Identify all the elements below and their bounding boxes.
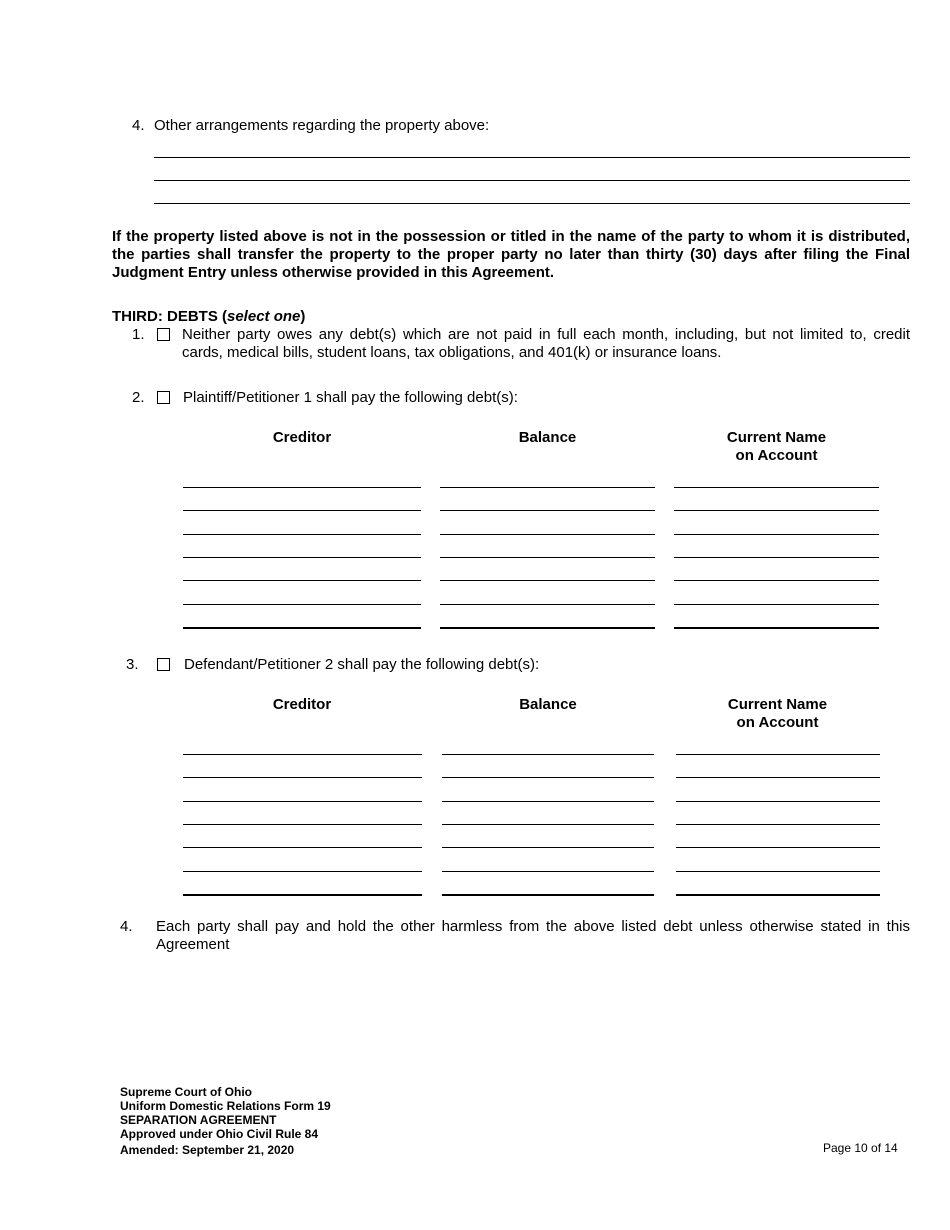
table1-creditor-line-2[interactable]	[183, 510, 421, 511]
property-item-4-text: Other arrangements regarding the property above:	[154, 117, 490, 134]
arrangements-line-2[interactable]	[154, 180, 910, 181]
arrangements-line-3[interactable]	[154, 203, 910, 204]
table1-current-name-line-2[interactable]	[674, 510, 879, 511]
table1-balance-line-5[interactable]	[440, 580, 655, 581]
table1-current-name-line-4[interactable]	[674, 557, 879, 558]
table2-current-name-line-1[interactable]	[676, 754, 880, 755]
table1-current-name-line-3[interactable]	[674, 534, 879, 535]
table2-balance-line-5[interactable]	[442, 847, 654, 848]
footer-approval: Approved under Ohio Civil Rule 84	[120, 1127, 319, 1141]
table2-current-name-line-7[interactable]	[676, 894, 880, 896]
table2-balance-line-6[interactable]	[442, 871, 654, 872]
table1-creditor-line-3[interactable]	[183, 534, 421, 535]
table2-creditor-line-2[interactable]	[183, 777, 422, 778]
table2-creditor-line-5[interactable]	[183, 847, 422, 848]
table2-creditor-line-4[interactable]	[183, 824, 422, 825]
table2-creditor-line-3[interactable]	[183, 801, 422, 802]
table2-creditor-line-1[interactable]	[183, 754, 422, 755]
debt-item-4-text-line2: Agreement	[156, 936, 230, 953]
table2-balance-line-1[interactable]	[442, 754, 654, 755]
table1-current-name-line-1[interactable]	[674, 487, 879, 488]
debt-item-1-text-line1: Neither party owes any debt(s) which are not paid in full each month, including, but not limited to, credit	[182, 326, 910, 343]
table2-balance-line-2[interactable]	[442, 777, 654, 778]
page-number: Page 10 of 14	[823, 1141, 898, 1155]
debt-item-1-checkbox[interactable]	[157, 328, 170, 341]
table2-creditor-line-7[interactable]	[183, 894, 422, 896]
table2-balance-line-7[interactable]	[442, 894, 654, 896]
table2-current-name-line-4[interactable]	[676, 824, 880, 825]
footer-form-name: Uniform Domestic Relations Form 19	[120, 1099, 331, 1113]
table1-creditor-line-1[interactable]	[183, 487, 421, 488]
debt-item-2-number: 2.	[132, 389, 145, 406]
footer-form-title: SEPARATION AGREEMENT	[120, 1113, 277, 1127]
table2-balance-line-4[interactable]	[442, 824, 654, 825]
debts-heading: THIRD: DEBTS (select one)	[112, 308, 306, 325]
table2-balance-line-3[interactable]	[442, 801, 654, 802]
debt-item-2-checkbox[interactable]	[157, 391, 170, 404]
table2-current-name-line-5[interactable]	[676, 847, 880, 848]
table1-current-name-line-7[interactable]	[674, 627, 879, 629]
table1-current-name-header: Current Name on Account	[726, 429, 827, 464]
debt-item-4-number: 4.	[120, 918, 133, 935]
table2-current-name-header: Current Name on Account	[727, 696, 828, 731]
debt-item-4-text-line1: Each party shall pay and hold the other harmless from the above listed debt unless otherwise stated in this	[156, 918, 910, 935]
table1-current-name-line-6[interactable]	[674, 604, 879, 605]
table1-balance-line-7[interactable]	[440, 627, 655, 629]
table2-current-name-line-6[interactable]	[676, 871, 880, 872]
table1-creditor-header: Creditor	[272, 429, 332, 446]
debt-item-3-text: Defendant/Petitioner 2 shall pay the following debt(s):	[184, 656, 540, 673]
table2-balance-header: Balance	[519, 696, 577, 713]
property-item-4-number: 4.	[132, 117, 145, 134]
table2-creditor-header: Creditor	[272, 696, 332, 713]
table1-balance-header: Balance	[518, 429, 577, 446]
table2-creditor-line-6[interactable]	[183, 871, 422, 872]
debt-item-1-number: 1.	[132, 326, 145, 343]
property-transfer-notice: If the property listed above is not in the possession or titled in the name of the party to whom it is distributed, the parties shall transfer the property to the proper party no later than thirty (30) days after filing the Final Judgment Entry unless otherwise provided in this Agreement.	[112, 228, 910, 281]
table2-current-name-line-3[interactable]	[676, 801, 880, 802]
table1-balance-line-6[interactable]	[440, 604, 655, 605]
table1-balance-line-3[interactable]	[440, 534, 655, 535]
table2-current-name-line-2[interactable]	[676, 777, 880, 778]
debt-item-1-text-line2: cards, medical bills, student loans, tax obligations, and 401(k) or insurance loans.	[182, 344, 722, 361]
debt-item-2-text: Plaintiff/Petitioner 1 shall pay the following debt(s):	[183, 389, 518, 406]
table1-creditor-line-6[interactable]	[183, 604, 421, 605]
arrangements-line-1[interactable]	[154, 157, 910, 158]
table1-current-name-line-5[interactable]	[674, 580, 879, 581]
table1-creditor-line-5[interactable]	[183, 580, 421, 581]
debt-item-3-number: 3.	[126, 656, 139, 673]
footer-court: Supreme Court of Ohio	[120, 1085, 252, 1099]
debt-item-3-checkbox[interactable]	[157, 658, 170, 671]
table1-creditor-line-7[interactable]	[183, 627, 421, 629]
table1-balance-line-2[interactable]	[440, 510, 655, 511]
form-footer	[120, 1085, 331, 1157]
table1-balance-line-1[interactable]	[440, 487, 655, 488]
table1-balance-line-4[interactable]	[440, 557, 655, 558]
footer-amended-date: Amended: September 21, 2020	[120, 1143, 295, 1157]
table1-creditor-line-4[interactable]	[183, 557, 421, 558]
